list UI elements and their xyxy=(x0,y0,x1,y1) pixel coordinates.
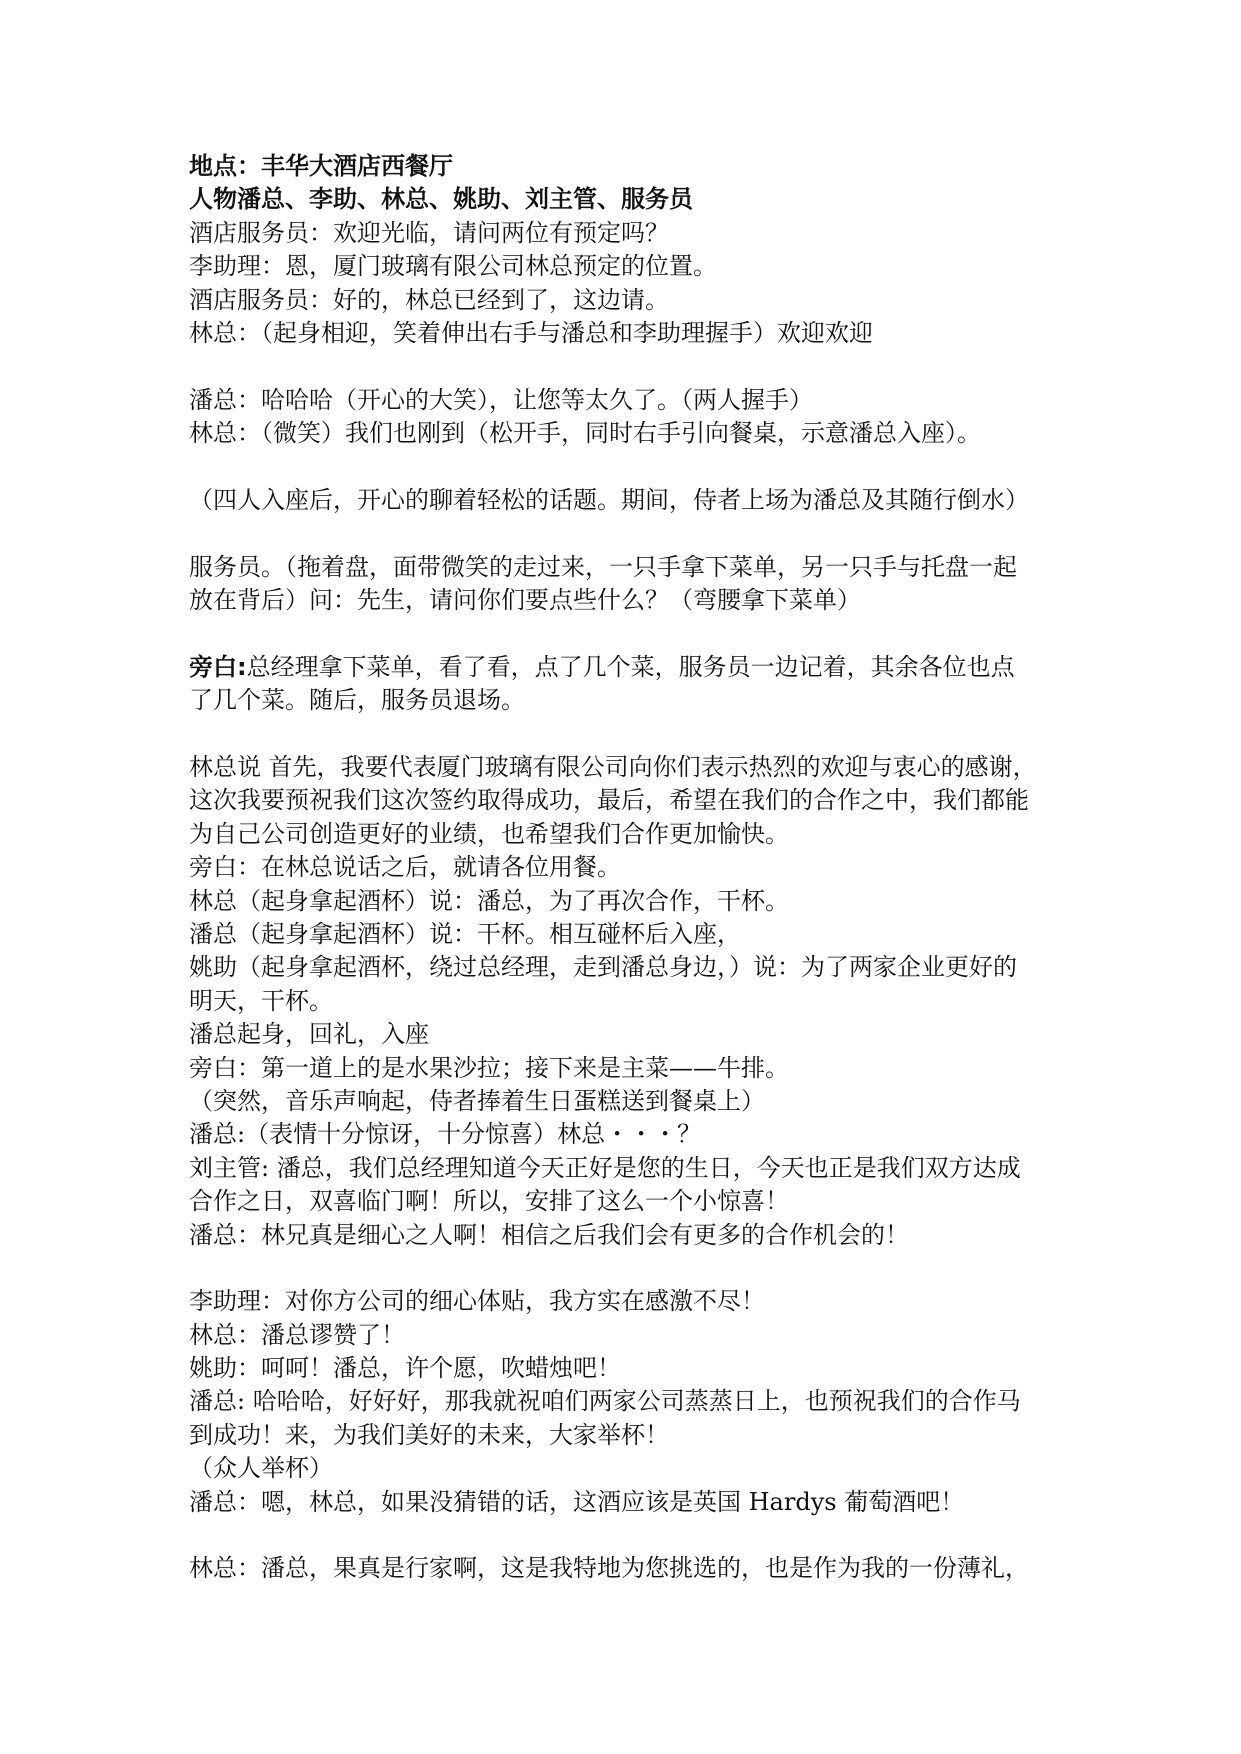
characters-heading: 人物潘总、李助、林总、姚助、刘主管、服务员 xyxy=(189,185,693,214)
dialogue-line: 酒店服务员：好的，林总已经到了，这边请。 xyxy=(189,285,669,314)
dialogue-line: 潘总：哈哈哈（开心的大笑），让您等太久了。（两人握手） xyxy=(189,385,813,414)
blank-line xyxy=(189,617,1059,650)
stage-direction: （众人举杯） xyxy=(189,1454,333,1483)
dialogue-line: 到成功！来，为我们美好的未来，大家举杯！ xyxy=(189,1420,669,1449)
dialogue-line: 放在背后）问：先生，请问你们要点些什么？（弯腰拿下菜单） xyxy=(189,586,861,615)
blank-line xyxy=(189,350,1059,383)
dialogue-line: 服务员。（拖着盘，面带微笑的走过来，一只手拿下菜单，另一只手与托盘一起 xyxy=(189,552,1017,581)
blank-line xyxy=(189,517,1059,550)
stage-direction: （突然，音乐声响起，侍者捧着生日蛋糕送到餐桌上） xyxy=(189,1086,765,1115)
dialogue-line: 姚助（起身拿起酒杯，绕过总经理，走到潘总身边，）说：为了两家企业更好的 xyxy=(189,953,1017,982)
dialogue-line: 林总：（起身相迎，笑着伸出右手与潘总和李助理握手）欢迎欢迎 xyxy=(189,318,873,347)
dialogue-line: 林总（起身拿起酒杯）说：潘总，为了再次合作，干杯。 xyxy=(189,886,789,915)
dialogue-line: 李助理：恩，厦门玻璃有限公司林总预定的位置。 xyxy=(189,252,717,281)
dialogue-line: 旁白：第一道上的是水果沙拉；接下来是主菜——牛排。 xyxy=(189,1053,789,1082)
dialogue-line: 潘总: 哈哈哈，好好好，那我就祝咱们两家公司蒸蒸日上，也预祝我们的合作马 xyxy=(189,1387,1021,1416)
dialogue-line: 潘总起身，回礼，入座 xyxy=(189,1020,429,1049)
dialogue-block-1 xyxy=(189,217,1059,651)
dialogue-line: 潘总：林兄真是细心之人啊！相信之后我们会有更多的合作机会的！ xyxy=(189,1220,909,1249)
blank-line xyxy=(189,1252,1059,1285)
dialogue-line: 刘主管: 潘总，我们总经理知道今天正好是您的生日，今天也正是我们双方达成 xyxy=(189,1153,1021,1182)
dialogue-line: 合作之日，双喜临门啊！所以，安排了这么一个小惊喜！ xyxy=(189,1187,789,1216)
dialogue-line: 姚助：呵呵！潘总，许个愿，吹蜡烛吧！ xyxy=(189,1354,621,1383)
dialogue-line: 明天，干杯。 xyxy=(189,986,333,1015)
location-heading: 地点：丰华大酒店西餐厅 xyxy=(189,152,453,180)
narration-text: 总经理拿下菜单，看了看，点了几个菜，服务员一边记着，其余各位也点 xyxy=(246,652,1015,681)
stage-direction: （四人入座后，开心的聊着轻松的话题。期间，侍者上场为潘总及其随行倒水） xyxy=(189,485,1029,514)
dialogue-line: 林总说 首先，我要代表厦门玻璃有限公司向你们表示热烈的欢迎与衷心的感谢， xyxy=(189,753,1037,782)
document-page xyxy=(189,150,1059,1586)
dialogue-block-2 xyxy=(189,718,1059,1586)
dialogue-line: 林总：潘总谬赞了！ xyxy=(189,1320,405,1349)
blank-line xyxy=(189,451,1059,484)
blank-line xyxy=(189,718,1059,751)
dialogue-line: 酒店服务员：欢迎光临，请问两位有预定吗？ xyxy=(189,218,669,247)
blank-line xyxy=(189,1519,1059,1552)
narration-line xyxy=(189,651,1059,684)
dialogue-line: 这次我要预祝我们这次签约取得成功，最后，希望在我们的合作之中，我们都能 xyxy=(189,786,1029,815)
dialogue-line: 潘总:（表情十分惊讶，十分惊喜）林总・・・？ xyxy=(189,1120,702,1149)
narration-line: 了几个菜。随后，服务员退场。 xyxy=(189,686,525,715)
dialogue-line: 李助理：对你方公司的细心体贴，我方实在感激不尽！ xyxy=(189,1287,765,1316)
dialogue-line: 为自己公司创造更好的业绩，也希望我们合作更加愉快。 xyxy=(189,819,789,848)
narration-label: 旁白: xyxy=(189,652,247,681)
dialogue-line: 旁白：在林总说话之后，就请各位用餐。 xyxy=(189,853,621,882)
dialogue-line: 林总：（微笑）我们也刚到（松开手，同时右手引向餐桌，示意潘总入座）。 xyxy=(189,419,981,448)
dialogue-line: 潘总（起身拿起酒杯）说：干杯。相互碰杯后入座， xyxy=(189,919,741,948)
dialogue-line: 潘总：嗯，林总，如果没猜错的话，这酒应该是英国 Hardys 葡萄酒吧！ xyxy=(189,1487,965,1516)
dialogue-line: 林总：潘总，果真是行家啊，这是我特地为您挑选的，也是作为我的一份薄礼， xyxy=(189,1554,1029,1583)
